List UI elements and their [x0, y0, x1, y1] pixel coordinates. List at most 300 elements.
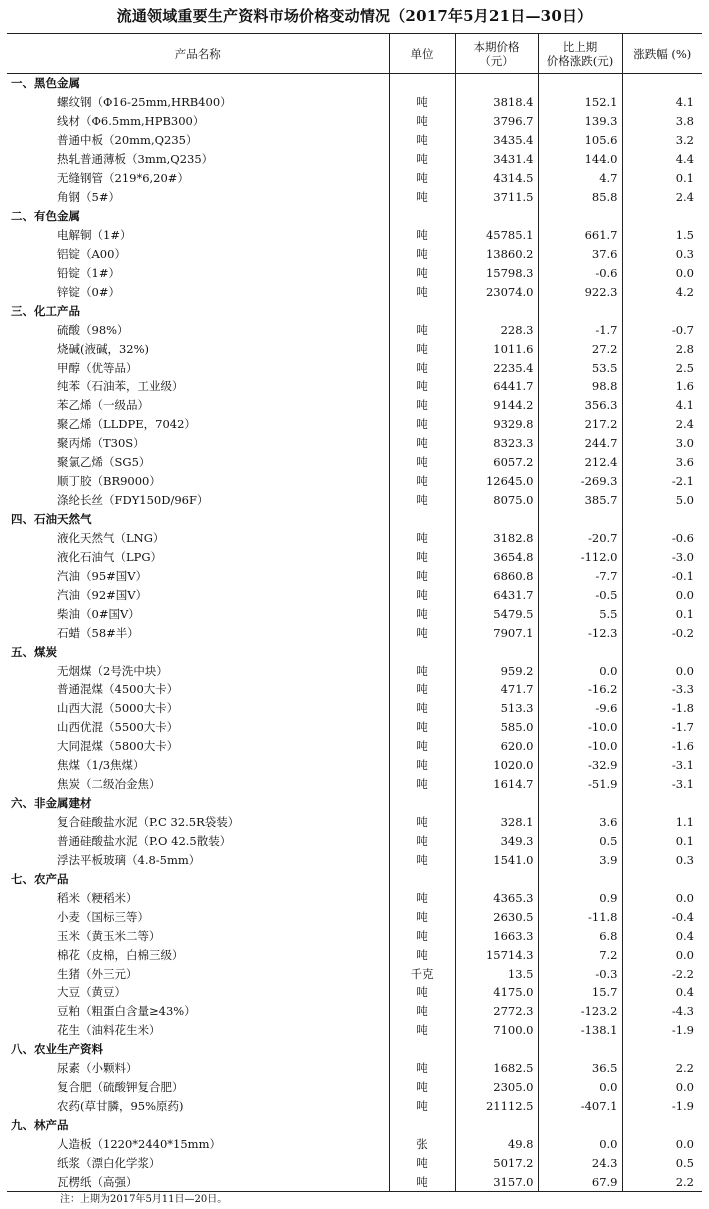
- table-row: [7, 888, 702, 907]
- change-cell: [538, 794, 622, 813]
- unit-cell: 吨: [389, 320, 455, 339]
- price-cell: 3796.7: [455, 112, 538, 131]
- pct-change-cell: 0.3: [622, 850, 702, 869]
- pct-change-cell: 2.4: [622, 188, 702, 207]
- unit-cell: 吨: [389, 623, 455, 642]
- change-cell: 24.3: [538, 1153, 622, 1172]
- price-cell: 1614.7: [455, 775, 538, 794]
- product-name-cell: 汽油（95#国V）: [57, 568, 148, 583]
- change-cell: 3.6: [538, 813, 622, 832]
- pct-change-cell: 0.1: [622, 169, 702, 188]
- unit-cell: 吨: [389, 263, 455, 282]
- product-name-cell: 铅锭（1#）: [57, 265, 120, 280]
- pct-change-cell: 1.5: [622, 226, 702, 245]
- product-name-cell: 山西大混（5000大卡）: [57, 701, 179, 716]
- unit-cell: 吨: [389, 718, 455, 737]
- product-name-cell: 浮法平板玻璃（4.8-5mm）: [57, 852, 201, 867]
- pct-change-cell: -0.2: [622, 623, 702, 642]
- price-cell: [455, 642, 538, 661]
- table-row: [7, 415, 702, 434]
- unit-cell: 吨: [389, 888, 455, 907]
- product-name-cell: 豆粕（粗蛋白含量≥43%）: [57, 1004, 196, 1019]
- product-name-cell: 纸浆（漂白化学浆）: [57, 1155, 161, 1170]
- change-cell: 0.9: [538, 888, 622, 907]
- change-cell: [538, 642, 622, 661]
- product-name-cell: 复合硅酸盐水泥（P.C 32.5R袋装）: [57, 815, 240, 830]
- unit-cell: 吨: [389, 226, 455, 245]
- product-name-cell: 液化石油气（LPG）: [57, 549, 163, 564]
- product-name-cell: 甲醇（优等品）: [57, 360, 138, 375]
- price-cell: 13860.2: [455, 244, 538, 263]
- price-cell: 4314.5: [455, 169, 538, 188]
- change-cell: 53.5: [538, 358, 622, 377]
- change-cell: 15.7: [538, 983, 622, 1002]
- price-cell: 3711.5: [455, 188, 538, 207]
- unit-cell: 吨: [389, 907, 455, 926]
- unit-cell: [389, 207, 455, 226]
- price-cell: 328.1: [455, 813, 538, 832]
- unit-cell: 吨: [389, 491, 455, 510]
- pct-change-cell: 3.6: [622, 453, 702, 472]
- table-row: [7, 320, 702, 339]
- pct-change-cell: 0.5: [622, 1153, 702, 1172]
- price-cell: 45785.1: [455, 226, 538, 245]
- unit-cell: 吨: [389, 945, 455, 964]
- pct-change-cell: 0.0: [622, 945, 702, 964]
- change-cell: -269.3: [538, 472, 622, 491]
- unit-cell: 吨: [389, 131, 455, 150]
- change-cell: -16.2: [538, 680, 622, 699]
- pct-change-cell: 0.3: [622, 244, 702, 263]
- unit-cell: 吨: [389, 377, 455, 396]
- change-cell: -0.6: [538, 263, 622, 282]
- change-cell: -0.5: [538, 585, 622, 604]
- price-cell: [455, 869, 538, 888]
- table-header: [7, 34, 702, 74]
- product-name-cell: 棉花（皮棉，白棉三级）: [57, 947, 184, 962]
- price-cell: [455, 510, 538, 529]
- pct-change-cell: [622, 301, 702, 320]
- pct-change-cell: 4.1: [622, 396, 702, 415]
- table-row: [7, 1097, 702, 1116]
- pct-change-cell: 2.2: [622, 1172, 702, 1191]
- product-name-cell: 纯苯（石油苯，工业级）: [57, 379, 184, 394]
- table-row: [7, 604, 702, 623]
- price-cell: [455, 207, 538, 226]
- table-row: [7, 282, 702, 301]
- pct-change-cell: -0.7: [622, 320, 702, 339]
- unit-cell: [389, 642, 455, 661]
- unit-cell: 吨: [389, 566, 455, 585]
- table-row: [7, 1002, 702, 1021]
- table-row: [7, 907, 702, 926]
- product-name-cell: 生猪（外三元）: [57, 966, 138, 981]
- category-row: [7, 510, 702, 529]
- product-name-cell: 复合肥（硫酸钾复合肥）: [57, 1080, 184, 1095]
- unit-cell: 吨: [389, 699, 455, 718]
- pct-change-cell: 0.0: [622, 661, 702, 680]
- unit-cell: 吨: [389, 756, 455, 775]
- price-table: [7, 33, 702, 1192]
- price-cell: 23074.0: [455, 282, 538, 301]
- unit-cell: 吨: [389, 813, 455, 832]
- change-cell: -10.0: [538, 718, 622, 737]
- price-cell: 9329.8: [455, 415, 538, 434]
- unit-cell: 吨: [389, 661, 455, 680]
- category-row: [7, 642, 702, 661]
- change-cell: -12.3: [538, 623, 622, 642]
- header-price: [455, 34, 538, 74]
- price-cell: 3435.4: [455, 131, 538, 150]
- price-cell: 12645.0: [455, 472, 538, 491]
- category-name: 九、林产品: [11, 1118, 69, 1133]
- change-cell: [538, 869, 622, 888]
- footnote: 注：上期为2017年5月11日—20日。: [60, 1194, 228, 1205]
- change-cell: 37.6: [538, 244, 622, 263]
- pct-change-cell: [622, 869, 702, 888]
- unit-cell: 吨: [389, 1059, 455, 1078]
- change-cell: -51.9: [538, 775, 622, 794]
- product-name-cell: 普通混煤（4500大卡）: [57, 682, 179, 697]
- product-name-cell: 顺丁胶（BR9000）: [57, 474, 161, 489]
- pct-change-cell: 5.0: [622, 491, 702, 510]
- pct-change-cell: -0.4: [622, 907, 702, 926]
- table-row: [7, 623, 702, 642]
- product-name-cell: 热轧普通薄板（3mm,Q235）: [57, 152, 214, 167]
- price-cell: 49.8: [455, 1135, 538, 1154]
- unit-cell: 吨: [389, 472, 455, 491]
- category-name: 二、有色金属: [11, 209, 80, 224]
- change-cell: [538, 301, 622, 320]
- product-name-cell: 石蜡（58#半）: [57, 625, 139, 640]
- product-name-cell: 人造板（1220*2440*15mm）: [57, 1136, 221, 1151]
- unit-cell: [389, 1040, 455, 1059]
- price-cell: 8323.3: [455, 434, 538, 453]
- table-row: [7, 131, 702, 150]
- table-row: [7, 926, 702, 945]
- product-name-cell: 大同混煤（5800大卡）: [57, 739, 179, 754]
- product-name-cell: 无烟煤（2号洗中块）: [57, 663, 168, 678]
- price-cell: [455, 794, 538, 813]
- unit-cell: 吨: [389, 926, 455, 945]
- table-row: [7, 434, 702, 453]
- product-name-cell: 角钢（5#）: [57, 190, 120, 205]
- product-name-cell: 花生（油料花生米）: [57, 1023, 161, 1038]
- page-title: 流通领域重要生产资料市场价格变动情况（2017年5月21日—30日）: [116, 7, 593, 25]
- change-cell: 661.7: [538, 226, 622, 245]
- pct-change-cell: [622, 642, 702, 661]
- change-cell: -0.3: [538, 964, 622, 983]
- pct-change-cell: -3.0: [622, 547, 702, 566]
- unit-cell: 吨: [389, 188, 455, 207]
- product-name-cell: 涤纶长丝（FDY150D/96F）: [57, 493, 209, 508]
- pct-change-cell: 0.1: [622, 832, 702, 851]
- price-cell: 6431.7: [455, 585, 538, 604]
- unit-cell: 吨: [389, 1172, 455, 1191]
- unit-cell: 吨: [389, 358, 455, 377]
- unit-cell: 吨: [389, 585, 455, 604]
- product-name-cell: 山西优混（5500大卡）: [57, 720, 179, 735]
- pct-change-cell: 0.4: [622, 983, 702, 1002]
- pct-change-cell: 3.0: [622, 434, 702, 453]
- price-cell: 6057.2: [455, 453, 538, 472]
- price-cell: [455, 1040, 538, 1059]
- pct-change-cell: -0.1: [622, 566, 702, 585]
- pct-change-cell: [622, 74, 702, 93]
- pct-change-cell: -1.6: [622, 737, 702, 756]
- change-cell: 0.0: [538, 1078, 622, 1097]
- pct-change-cell: 0.0: [622, 1135, 702, 1154]
- price-cell: 2305.0: [455, 1078, 538, 1097]
- category-name: 六、非金属建材: [11, 796, 92, 811]
- price-cell: 513.3: [455, 699, 538, 718]
- change-cell: -10.0: [538, 737, 622, 756]
- price-cell: 228.3: [455, 320, 538, 339]
- product-name-cell: 锌锭（0#）: [57, 284, 120, 299]
- product-name-cell: 聚氯乙烯（SG5）: [57, 455, 151, 470]
- change-cell: 98.8: [538, 377, 622, 396]
- change-cell: -123.2: [538, 1002, 622, 1021]
- table-row: [7, 737, 702, 756]
- table-row: [7, 472, 702, 491]
- unit-cell: 吨: [389, 434, 455, 453]
- price-cell: 13.5: [455, 964, 538, 983]
- change-cell: 152.1: [538, 93, 622, 112]
- unit-cell: [389, 1116, 455, 1135]
- category-row: [7, 207, 702, 226]
- pct-change-cell: -3.3: [622, 680, 702, 699]
- product-name-cell: 螺纹钢（Φ16-25mm,HRB400）: [57, 95, 232, 110]
- table-row: [7, 945, 702, 964]
- unit-cell: [389, 74, 455, 93]
- price-cell: 4365.3: [455, 888, 538, 907]
- price-cell: 959.2: [455, 661, 538, 680]
- unit-cell: 吨: [389, 775, 455, 794]
- unit-cell: 吨: [389, 680, 455, 699]
- unit-cell: 千克: [389, 964, 455, 983]
- change-cell: 5.5: [538, 604, 622, 623]
- change-cell: 3.9: [538, 850, 622, 869]
- price-cell: 1541.0: [455, 850, 538, 869]
- pct-change-cell: 4.1: [622, 93, 702, 112]
- change-cell: 0.0: [538, 1135, 622, 1154]
- pct-change-cell: 0.0: [622, 1078, 702, 1097]
- table-row: [7, 1021, 702, 1040]
- change-cell: -11.8: [538, 907, 622, 926]
- table-row: [7, 775, 702, 794]
- table-row: [7, 756, 702, 775]
- table-row: [7, 661, 702, 680]
- product-name-cell: 稻米（粳稻米）: [57, 890, 138, 905]
- change-cell: 922.3: [538, 282, 622, 301]
- price-cell: 1663.3: [455, 926, 538, 945]
- header-change: [538, 34, 622, 74]
- change-cell: -1.7: [538, 320, 622, 339]
- price-cell: 620.0: [455, 737, 538, 756]
- unit-cell: [389, 510, 455, 529]
- product-name-cell: 柴油（0#国V）: [57, 606, 140, 621]
- product-name-cell: 农药(草甘膦，95%原药): [57, 1099, 184, 1114]
- unit-cell: 吨: [389, 1002, 455, 1021]
- pct-change-cell: [622, 794, 702, 813]
- pct-change-cell: 3.2: [622, 131, 702, 150]
- price-cell: 9144.2: [455, 396, 538, 415]
- change-cell: 4.7: [538, 169, 622, 188]
- unit-cell: 吨: [389, 1153, 455, 1172]
- pct-change-cell: -3.1: [622, 756, 702, 775]
- unit-cell: 吨: [389, 415, 455, 434]
- table-row: [7, 453, 702, 472]
- change-cell: 6.8: [538, 926, 622, 945]
- change-cell: 27.2: [538, 339, 622, 358]
- category-row: [7, 794, 702, 813]
- table-row: [7, 547, 702, 566]
- change-cell: 139.3: [538, 112, 622, 131]
- product-name-cell: 铝锭（A00）: [57, 246, 126, 261]
- unit-cell: 吨: [389, 244, 455, 263]
- price-cell: 8075.0: [455, 491, 538, 510]
- price-cell: 7100.0: [455, 1021, 538, 1040]
- product-name-cell: 聚乙烯（LLDPE，7042）: [57, 417, 196, 432]
- pct-change-cell: -1.9: [622, 1021, 702, 1040]
- price-cell: 1011.6: [455, 339, 538, 358]
- product-name-cell: 尿素（小颗料）: [57, 1061, 138, 1076]
- pct-change-cell: 3.8: [622, 112, 702, 131]
- header-unit: 单位: [389, 34, 455, 74]
- price-cell: 4175.0: [455, 983, 538, 1002]
- category-row: [7, 1040, 702, 1059]
- product-name-cell: 汽油（92#国V）: [57, 587, 148, 602]
- table-row: [7, 1059, 702, 1078]
- change-cell: [538, 74, 622, 93]
- change-cell: 0.0: [538, 661, 622, 680]
- price-cell: 15714.3: [455, 945, 538, 964]
- change-cell: 85.8: [538, 188, 622, 207]
- table-row: [7, 150, 702, 169]
- pct-change-cell: [622, 510, 702, 529]
- price-cell: 6860.8: [455, 566, 538, 585]
- pct-change-cell: 2.2: [622, 1059, 702, 1078]
- unit-cell: 吨: [389, 150, 455, 169]
- header-change-line2: 价格涨跌(元): [546, 53, 614, 68]
- unit-cell: 吨: [389, 453, 455, 472]
- change-cell: -20.7: [538, 529, 622, 548]
- pct-change-cell: 2.5: [622, 358, 702, 377]
- table-row: [7, 396, 702, 415]
- category-name: 三、化工产品: [11, 303, 80, 318]
- price-cell: 349.3: [455, 832, 538, 851]
- unit-cell: 吨: [389, 93, 455, 112]
- price-cell: 6441.7: [455, 377, 538, 396]
- product-name-cell: 普通硅酸盐水泥（P.O 42.5散装）: [57, 833, 232, 848]
- category-name: 七、农产品: [11, 871, 69, 886]
- pct-change-cell: 2.4: [622, 415, 702, 434]
- pct-change-cell: 0.1: [622, 604, 702, 623]
- change-cell: 7.2: [538, 945, 622, 964]
- unit-cell: 吨: [389, 396, 455, 415]
- header-change-line1: 比上期: [562, 39, 598, 54]
- price-cell: 2772.3: [455, 1002, 538, 1021]
- product-name-cell: 苯乙烯（一级品）: [57, 398, 149, 413]
- unit-cell: 吨: [389, 1078, 455, 1097]
- price-cell: [455, 74, 538, 93]
- category-row: [7, 869, 702, 888]
- unit-cell: 吨: [389, 529, 455, 548]
- unit-cell: 吨: [389, 737, 455, 756]
- pct-change-cell: -0.6: [622, 529, 702, 548]
- price-cell: 5017.2: [455, 1153, 538, 1172]
- product-name-cell: 普通中板（20mm,Q235）: [57, 133, 198, 148]
- category-name: 四、石油天然气: [11, 512, 92, 527]
- price-cell: 3157.0: [455, 1172, 538, 1191]
- table-row: [7, 585, 702, 604]
- table-body: [7, 74, 702, 1192]
- category-name: 八、农业生产资料: [11, 1042, 103, 1057]
- table-row: [7, 566, 702, 585]
- unit-cell: [389, 301, 455, 320]
- price-cell: [455, 1116, 538, 1135]
- table-row: [7, 699, 702, 718]
- change-cell: -32.9: [538, 756, 622, 775]
- table-row: [7, 1135, 702, 1154]
- table-row: [7, 964, 702, 983]
- pct-change-cell: 2.8: [622, 339, 702, 358]
- pct-change-cell: -1.9: [622, 1097, 702, 1116]
- pct-change-cell: 0.0: [622, 888, 702, 907]
- product-name-cell: 小麦（国标三等）: [57, 909, 149, 924]
- table-row: [7, 850, 702, 869]
- change-cell: [538, 207, 622, 226]
- pct-change-cell: [622, 1040, 702, 1059]
- unit-cell: 张: [389, 1135, 455, 1154]
- table-row: [7, 226, 702, 245]
- product-name-cell: 焦煤（1/3焦煤）: [57, 758, 145, 773]
- pct-change-cell: -1.8: [622, 699, 702, 718]
- price-cell: 2630.5: [455, 907, 538, 926]
- product-name-cell: 玉米（黄玉米二等）: [57, 928, 161, 943]
- unit-cell: 吨: [389, 604, 455, 623]
- table-row: [7, 718, 702, 737]
- table-row: [7, 358, 702, 377]
- product-name-cell: 液化天然气（LNG）: [57, 530, 165, 545]
- unit-cell: 吨: [389, 169, 455, 188]
- category-name: 一、黑色金属: [11, 76, 80, 91]
- product-name-cell: 硫酸（98%）: [57, 322, 129, 337]
- pct-change-cell: 0.0: [622, 585, 702, 604]
- table-row: [7, 339, 702, 358]
- table-row: [7, 491, 702, 510]
- pct-change-cell: 4.4: [622, 150, 702, 169]
- change-cell: -112.0: [538, 547, 622, 566]
- unit-cell: 吨: [389, 832, 455, 851]
- change-cell: -9.6: [538, 699, 622, 718]
- product-name-cell: 电解铜（1#）: [57, 227, 132, 242]
- change-cell: [538, 510, 622, 529]
- change-cell: [538, 1040, 622, 1059]
- table-row: [7, 1078, 702, 1097]
- pct-change-cell: -2.1: [622, 472, 702, 491]
- table-row: [7, 377, 702, 396]
- table-row: [7, 244, 702, 263]
- change-cell: [538, 1116, 622, 1135]
- product-name-cell: 瓦楞纸（高强）: [7, 1172, 389, 1191]
- unit-cell: 吨: [389, 282, 455, 301]
- unit-cell: 吨: [389, 547, 455, 566]
- unit-cell: 吨: [389, 1021, 455, 1040]
- category-row: [7, 74, 702, 93]
- pct-change-cell: -2.2: [622, 964, 702, 983]
- table-row: [7, 983, 702, 1002]
